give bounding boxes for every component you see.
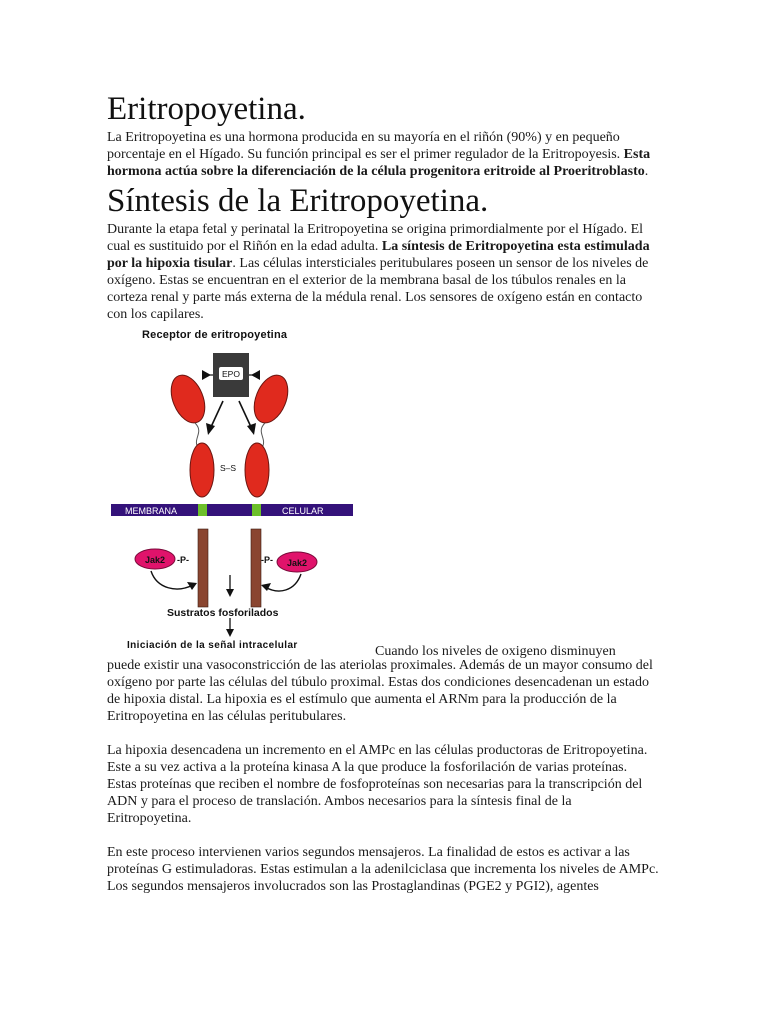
membrane-label-right: CELULAR	[282, 506, 324, 516]
phospho-left: -P-	[177, 555, 189, 565]
left-curved-arrow	[151, 571, 193, 589]
receptor-left-lower-lobe	[190, 443, 214, 497]
right-curved-arrow	[265, 574, 301, 591]
right-transmembrane-square	[252, 504, 261, 516]
heading-sintesis: Síntesis de la Eritropoyetina.	[107, 183, 489, 219]
receptor-right-lower-lobe	[245, 443, 269, 497]
arrow-left-down-head	[206, 423, 215, 435]
heading-eritropoyetina: Eritropoyetina.	[107, 91, 306, 127]
figure-title: Receptor de eritropoyetina	[142, 329, 288, 341]
disulfide-label: S–S	[220, 463, 237, 473]
synthesis-paragraph	[107, 221, 659, 323]
figure-row	[107, 327, 659, 657]
synthesis-bold-text: La síntesis de Eritropoyetina esta estimulada por la hipoxia tisular	[107, 239, 650, 271]
receptor-right-top-lobe	[248, 370, 295, 428]
left-cytoplasmic-stalk	[198, 529, 208, 607]
phospho-right: -P-	[261, 555, 273, 565]
synthesis-text-1: Durante la etapa fetal y perinatal la Eritropoyetina se origina primordialmente por el Hígado. El cual es sustituido por el Riñón en la edad adulta.	[107, 222, 644, 254]
center-down-arrowhead	[226, 589, 234, 597]
right-cytoplasmic-stalk	[251, 529, 261, 607]
membrane-label-left: MEMBRANA	[125, 506, 178, 516]
hypoxia-paragraph: puede existir una vasoconstricción de las ateriolas proximales. Además de un mayor consumo del oxígeno por parte las células del túbulo proximal. Estas dos condiciones desencadenan un estado de hipoxia distal. La hipoxia es el estímulo que aumenta el ARNm para la producción de la Eritropoyetina en las células peritubulares.	[107, 658, 653, 724]
synthesis-text-2: . Las células intersticiales peritubulares poseen un sensor de los niveles de oxígeno. Estas se encuentran en el exterior de la membrana basal de los túbulos renales en la corteza renal y parte más externa de la médula renal. Los sensores de oxígeno están en contacto con los capilares.	[107, 256, 649, 322]
jak2-right-label: Jak2	[286, 558, 308, 568]
ampc-paragraph: La hipoxia desencadena un incremento en el AMPc en las células productoras de Eritropoyetina. Este a su vez activa a la proteína kinasa A la que produce la fosforilación de varias proteínas. Estas proteínas que reciben el nombre de fosfoproteínas son necesarias para la transcripción del ADN y para el proceso de translación. Ambos necesarios para la síntesis final de la Eritropoyetina.	[107, 743, 648, 826]
left-curved-arrowhead	[187, 582, 197, 590]
arrow-left-down	[211, 401, 223, 427]
left-transmembrane-square	[198, 504, 207, 516]
document-page	[107, 90, 659, 895]
epo-receptor-figure	[107, 327, 357, 657]
intro-end: .	[644, 164, 649, 179]
jak2-left-label: Jak2	[144, 555, 166, 565]
second-messengers-paragraph: En este proceso intervienen varios segundos mensajeros. La finalidad de estos es activar a las proteínas G estimuladoras. Estas estimulan a la adenilciclasa que incrementa los niveles de AMPc. Los segundos mensajeros involucrados son las Prostaglandinas (PGE2 y PGI2), agentes	[107, 845, 659, 894]
signal-initiation-label: Iniciación de la señal intracelular	[127, 640, 298, 651]
lower-down-arrowhead	[226, 629, 234, 637]
arrow-right-down	[239, 401, 251, 427]
epo-label: EPO	[222, 369, 240, 379]
substrates-label: Sustratos fosforilados	[167, 607, 279, 619]
intro-paragraph	[107, 129, 659, 180]
receptor-left-top-lobe	[165, 370, 212, 428]
intro-bold-text: Esta hormona actúa sobre la diferenciación de la célula progenitora eritroide al Proeritroblasto	[107, 147, 651, 179]
arrow-right-down-head	[247, 423, 256, 435]
intro-text: La Eritropoyetina es una hormona producida en su mayoría en el riñón (90%) y en pequeño porcentaje en el Hígado. Su función principal es ser el primer regulador de la Eritropoyesis.	[107, 130, 624, 162]
hypoxia-lead-text: Cuando los niveles de oxigeno disminuyen	[375, 644, 616, 659]
